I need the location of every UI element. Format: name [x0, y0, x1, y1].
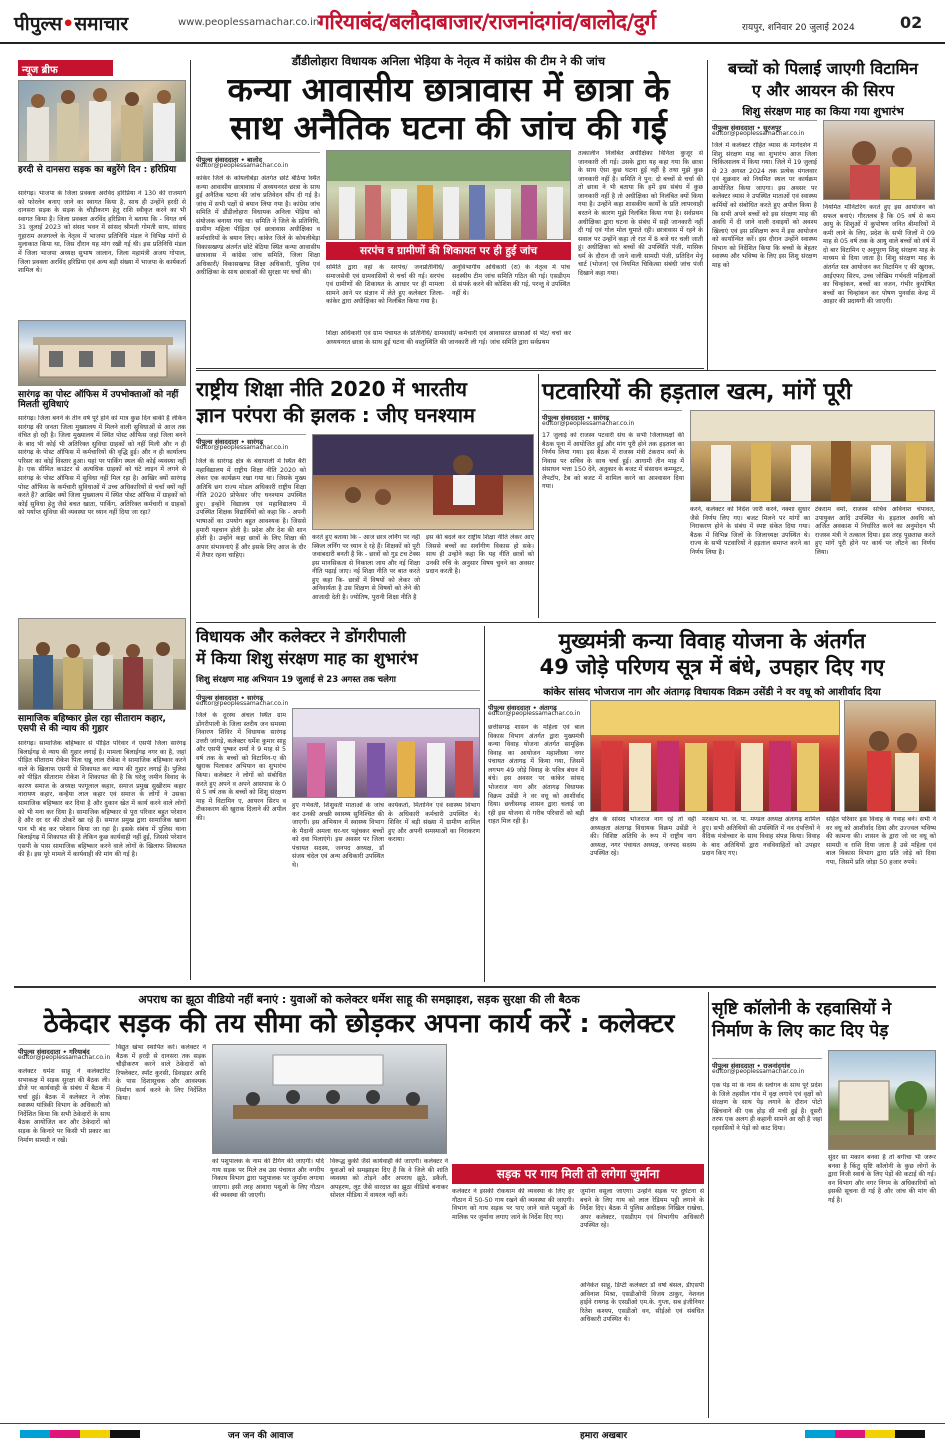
education-byline: पीपुल्स संवाददाता • सारंगढ़ — [196, 434, 306, 446]
masthead — [14, 10, 128, 36]
color-bar-left — [20, 1430, 140, 1438]
column-divider — [708, 992, 709, 1418]
road-email[interactable]: editor@peoplessamachar.co.in — [18, 1054, 111, 1061]
page-number: 02 — [900, 13, 923, 32]
website-url[interactable]: www.peoplessamachar.co.in — [178, 17, 320, 28]
education-col3: इस की बदले कर राष्ट्रीय शिक्षा नीति लेकर आए जिससे बच्चों का सर्वांगीण विकास हो सके। साथ ही उन्होंने कहा कि यह नीति छात्रों को उनकी रुचि के अनुसार विषय चुनने का अवसर प्रदान करती है। — [426, 534, 534, 576]
patwari-email[interactable]: editor@peoplessamachar.co.in — [542, 420, 635, 427]
patwari-col3: टंकराम वर्मा, राजस्व सचिव अविनाश चंपावत, उपायुक्त आदि उपस्थित थे। हड़ताल अवधि को अर्जित अवकाश में निर्धारित करने का अनुमोदन भी राजस्व मंत्री ने तत्काल दिया। इस तरह पूछताछ करते हुए मांगें पूरी होने पर कार्य पर लौटने का निर्णय लिया। — [815, 506, 935, 556]
road-col3: को पशुपालक के नाम की टैगिंग की जाएगी। यदि गाय सड़क पर मिले तब उस पंचायत और नगरीय निकाय विभाग द्वारा पशुपालक पर जुर्माना लगाया जाएगा। इसी तरह आवारा पशुओं के लिए गौठान की व्यवस्था की जाएगी। — [212, 1158, 324, 1200]
vitamin-photo — [823, 120, 935, 200]
dongripali-email[interactable]: editor@peoplessamachar.co.in — [196, 700, 289, 707]
road-headline: ठेकेदार सड़क की तय सीमा को छोड़कर अपना कार्य करें : कलेक्टर — [43, 1009, 675, 1039]
road-kicker: अपराध का झूठा वीडियो नहीं बनाएं : युवाओं को कलेक्टर धर्मेश साहू की समझाइश, सड़क सुरक्षा की ली बैठक — [138, 993, 580, 1006]
road-col4: विरूद्ध कुर्की जैसे कार्यवाही की जाएगी। कलेक्टर ने युवाओं को समझाइश दिए हैं कि वे जिले की शांति व्यवस्था को तोड़ने और अपराध झूठे, डकैती, अपहरण, लूट जैसे वारदात का झूठा वीडियो बनाकर सोशल मीडिया में वायरल नहीं करें। — [330, 1158, 448, 1200]
dongripali-byline: पीपुल्स संवाददाता • सारंगढ़ — [196, 690, 480, 702]
inspection-team-photo-icon — [327, 151, 571, 240]
education-headline-1: राष्ट्रीय शिक्षा नीति 2020 में भारतीय — [196, 377, 468, 401]
top-story-photo — [326, 150, 571, 240]
patwari-col1: 17 जुलाई को राजस्व पटवारी संघ के सभी जिलाध्यक्षों की बैठक पूना में आयोजित हुई और मांग पूरी होने तक हड़ताल का निर्णय लिया गया। इस बैठक में राजस्व मंत्री टंकराम वर्मा के निवास पर सचिव के साथ चर्चा हुई। आगामी तीन माह में संसाधन भत्ता 150 देने, अतुकार के बजट में संसाधन कम्प्यूटर, लैपटॉप, टैब को बजट में शामिल करने का आश्वासन दिया गया। — [542, 432, 684, 491]
top-story-red-box: सरपंच व ग्रामीणों की शिकायत पर ही हुई जांच — [326, 242, 571, 260]
education-col2: करते हुए बताया कि - आज छात्र लर्निंग पर नहीं स्किल लर्निंग पर ध्यान दे रहे हैं। शिक्षकों को पूरी जवाबदारी बनती है कि - छात्रों को गुड टच टेक्स इस मानसिकता से निकाला जाय और नई शिक्षा नीति पढ़ाई जाए। नई शिक्षा नीति पर बात करते हुए कहा कि- छात्रों में विषयों को लेकर जो अनिवार्यता है उस शिक्षण से विषयों को लेने की आजादी देती है। ज्योतिष, पुरानी शिक्षा नीति है — [312, 534, 420, 601]
brief1-headline: हरदी से दानसरा सड़क का बहुरेंगे दिन : हरिप्रिया — [18, 165, 177, 175]
road-col6: जुर्माना वसूला जाएगा। उन्होंने सड़क पर दुर्घटना से बचने के लिए गाय को लाल रेडियम पट्टी लगाने के निर्देश दिए। बैठक में पुलिस अधीक्षक निखिल राखेचा, अपर कलेक्टर, एसडीएम एवं विभागीय अधिकारी उपस्थित रहे। — [580, 1188, 704, 1230]
education-photo — [312, 434, 534, 530]
top-story-col2: समिति द्वारा वहां के सरपंच/ जनप्रतिनिधि/ समाजसेवी एवं ग्रामवासियों से चर्चा की गई। सरपंच एवं ग्रामीणों की शिकायत के आधार पर ही मामला सामने आने पर संज्ञान में लेते हुए कलेक्टर जिला-कांकेर द्वारा अधीक्षिका को निलंबित किया गया है। — [326, 264, 444, 306]
brief3-text: सारंगढ़। सामाजिक बहिष्कार से पीड़ित परिवार ने एसपी जिला सारंगढ़ बिलाईगढ़ से न्याय की गुहार लगाई है। मामला बिलाईगढ़ नगर का है, जहां पीड़ित सीताराम रोकेश पिता धन्नू लाल रोकेश ने सामाजिक बहिष्कार करने वाले के खिलाफ एसपी से शिकायत कर न्याय की गुहार लगाई है। पुलिस को पीड़ित सीताराम रोकेश ने शिकायत की है कि घरेलू जमीन विवाद के कारण समाज के अध्यक्ष फागूलाल कहार, समाज प्रमुख सुखीराम कहार नारायण कहार, कन्हैया लाल कहार एवं समाज के लोगों ने उसका सामाजिक बहिष्कार कर दिया है और दुकान खेत में कार्य करने वाले लोगों को भी मना कर दिया है। सामाजिक बहिष्कार से पूरा परिवार बहुत परेशान है और दर दर की ठोकरें खा रहे हैं। समाज प्रमुख द्वारा सामाजिक खाना पान भी बंद कर परेशान किया जा रहा है। इसके संबंध में पुलिस थाना बिलाईगढ़ में शिकायत की है लेकिन कुछ कार्यवाही नहीं हुई, जिससे परेशान एसपी के पास सामाजिक बहिष्कार करने वाले लोगों के खिलाफ शिकायत की है। इस पूरे मामले में कार्यवाही की मांग की गई है। — [18, 740, 186, 859]
brief3-headline: सामाजिक बहिष्कार झेल रहा सीताराम कहार, एसपी से की न्याय की गुहार — [18, 714, 166, 735]
top-story-headline-2: साथ अनैतिक घटना की जांच की गई — [230, 108, 667, 147]
brief-photo-group — [18, 80, 186, 162]
srishti-photo — [828, 1050, 936, 1150]
building-icon — [19, 321, 186, 386]
region-banner: गरियाबंद/बलौदाबाजार/राजनांदगांव/बालोद/दुर्ग — [318, 10, 656, 34]
vitamin-email[interactable]: editor@peoplessamachar.co.in — [712, 130, 805, 137]
social-boycott-photo — [18, 618, 186, 710]
people-photo-icon — [19, 81, 186, 162]
top-story-email[interactable]: editor@peoplessamachar.co.in — [196, 162, 289, 169]
top-story-col-bottom: शिक्षा अधिकारी एवं ग्राम पंचायत के प्रतिनिधि/ ग्रामवासी/ कर्मचारी एवं आवासरत छात्राओं से भेंट/ चर्चा कर अध्ययनरत छात्रा के साथ हुई घटना की वस्तुस्थिति की जानकारी ली गई। जांच समिति द्वारा सर्वप्रथम — [326, 330, 571, 346]
top-story-col4: तत्कालीन निलंबित अधीक्षिका विनिता कुजूर से जानकारी ली गई। उसके द्वारा यह कहा गया कि छात्रा के साथ ऐसा कुछ घटना हुई नहीं है तथा मुझे कुछ जानकारी नहीं है। समिति ने पुन: दो बच्चों से चर्चा की तो छात्रा ने भी बताया कि हमें इस संबंध में कुछ जानकारी नहीं है तो अधीक्षिका को निलंबित क्यों किया गया है। उन्होंने कहा शासकीय कार्यों के प्रति लापरवाही बरतने के कारण मुझे निलंबित किया गया है। सर्वप्रथम अधीक्षिका द्वारा घटना के संबंध में सही जानकारी नहीं दी गई एवं गोल मोल घुमाते रही। छात्रावास में रहने के सवाल पर उन्होंने कहा तो रात में 8 बजे घर चली जाती हूं। अधीक्षिका को बच्चों की उपस्थिति पंजी, मासिक धर्म के दौरान दी जाने वाली सामग्री पंजी, प्रतिदिन मेनू चार्ट (भोजन) एवं नियमित चिकित्सा संबंधी जांच पंजी दिखाने कहा गया। — [578, 150, 703, 277]
road-col1: कलेक्टर धर्मेश साहू ने कलेक्टोरेट सभाकक्ष में सड़क सुरक्षा की बैठक ली। डीजे पर कार्यवाही के संबंध में बैठक में चर्चा हुई। बैठक में कलेक्टर ने लोक स्वास्थ्य यांत्रिकी विभाग के अधिकारी को निर्देशित किया कि सभी ठेकेदारों के साथ बैठक आयोजित कर और ठेकेदारों को सड़क के किनारे पर किसी भी प्रकार का निर्माण सामग्री न रखें। — [18, 1068, 110, 1144]
patwari-byline: पीपुल्स संवाददाता • सारंगढ़ — [542, 410, 682, 422]
education-headline-2: ज्ञान परंपरा की झलक : जीए घनश्याम — [196, 403, 475, 427]
patwari-col2: करने, कलेक्टर को निर्देश जारी करने, नक्शा सुधार जैसे निर्णय लिए गए। बजट मिलने पर मांगों का निराकरण होने के संबंध में स्पष्ट संकेत दिया गया। बैठक में विभिन्न जिलों के जिलाध्यक्ष उपस्थित थे। राज्य के सभी पटवारियों ने हड़ताल समाप्त करने का निर्णय लिया है। — [690, 506, 810, 556]
tree-cut-photo-icon — [829, 1051, 936, 1150]
marriage-headline-2: 49 जोड़े परिणय सूत्र में बंधे, उपहार दिए गए — [539, 655, 885, 679]
wedding-couples-photo-icon — [591, 701, 840, 812]
dateline: रायपुर, शनिवार 20 जुलाई 2024 — [742, 23, 855, 33]
lecture-photo-icon — [313, 435, 534, 530]
section-divider — [196, 622, 936, 623]
vitamin-text-1: जिले में कलेक्टर रोहित व्यास के मार्गदर्शन में शिशु संरक्षण माह का शुभारंभ आज जिला चिकित्सालय में किया गया। जिले में 19 जुलाई से 23 अगस्त 2024 तक प्रत्येक मंगलवार एवं शुक्रवार को नियमित स्थल पर कार्यक्रम आयोजित किया जाएगा। इस अवसर पर कलेक्टर व्यास ने उपस्थित माताओं एवं स्वास्थ्य कर्मियों को संबोधित करते हुए अपील किया है कि सभी अपने बच्चों को इस संरक्षण माह की अवधि में दी जाने वाली दवाइयों को अवश्य खिलाएं एवं इस प्रशिक्षण रूप में इस आयोजन को कार्यान्वित करें। इस दौरान उन्होंने स्वास्थ्य विभाग को निर्देशित किया कि बच्चों के बेहतर स्वास्थ्य और भविष्य के लिए इस शिशु संरक्षण माह को — [712, 142, 817, 269]
top-story-col3: अनुविभागीय अधिकारी (रा) के नेतृत्व में पांच सदस्यीय टीम जांच समिति गठित की गई। एसडीएम से संपर्क करने की कोशिश की गई, परन्तु वे उपस्थित नहीं थे। — [452, 264, 570, 297]
marriage-photo-2 — [844, 700, 936, 812]
vitamin-subheadline: शिशु संरक्षण माह का किया गया शुभारंभ — [742, 105, 904, 118]
color-bar-right — [805, 1430, 925, 1438]
brief2-headline: सारंगढ़ का पोस्ट ऑफिस में उपभोक्ताओं को नहीं मिलती सुविधाएं — [18, 390, 179, 411]
health-camp-photo-icon — [293, 709, 480, 798]
top-story-byline: पीपुल्स संवाददाता • बालोद — [196, 152, 320, 164]
marriage-subheadline: कांकेर सांसद भोजराज नाग और अंतागढ़ विधायक विक्रम उसेंडी ने वर वधू को आशीर्वाद दिया — [543, 687, 881, 698]
masthead-dot: • — [62, 13, 75, 35]
srishti-headline-2: निर्माण के लिए काट दिए पेड़ — [712, 1021, 889, 1041]
education-email[interactable]: editor@peoplessamachar.co.in — [196, 444, 289, 451]
srishti-headline-1: सृष्टि कॉलोनी के रहवासियों ने — [712, 999, 892, 1019]
marriage-col3: मरकाम भा. ज. पा. मण्डल अध्यक्ष अंतागढ़ शामिल हुए। सभी अतिथियों की उपस्थिति में नव दंपत्तियों ने वैदिक मंत्रोच्चार के साथ विवाह संपन्न किया। विवाह के बाद अतिथियों द्वारा नवविवाहितों को उपहार प्रदान किए गए। — [702, 816, 820, 858]
education-col1: जिले के सारंगढ़ क्षेत्र के बंधापाली में स्थित बैरी महाविद्यालय में राष्ट्रीय शिक्षा नीति 2020 को लेकर एक कार्यक्रम रखा गया था। जिसके मुख्य अतिथि छग राज्य मोडल अधिकारी राष्ट्रीय शिक्षा नीति 2020 प्रोफेसर जीए घनश्याम उपस्थित हुए। इन्होंने विद्यालय एवं महाविद्यालय में उपस्थित शिक्षक विद्यार्थियों को कहा कि - अपनी भाषाओं का उपयोग बहुत आवश्यक है। जिससे हमारी पहचान होती है। प्रदेश और देश की शान होती है। उन्होंने कहा छात्रों के लिए शिक्षा की अपार संभावनाएं हैं और इसके लिए आज के दौर में तैयार रहना चाहिए। — [196, 458, 306, 560]
section-divider — [14, 986, 936, 988]
marriage-byline: पीपुल्स संवाददाता • अंतागढ़ — [488, 700, 588, 712]
patwari-headline: पटवारियों की हड़ताल खत्म, मांगें पूरी — [542, 379, 852, 405]
road-col5: कलेक्टर ने इसकी रोकथाम की व्यवस्था के लिए हर गौठान में 50-50 गाय रखने की व्यवस्था की जाएगी। विभाग को गाय सड़क पर पाए जाने वाले पशुओं के मालिक पर जुर्माना लगाए जाने के निर्देश दिए गए। — [452, 1188, 574, 1221]
footer-right-text: हमारा अखबार — [580, 1431, 628, 1441]
marriage-email[interactable]: editor@peoplessamachar.co.in — [488, 710, 581, 717]
dongripali-col3: कार्यकर्ता, मितानिन एवं स्वास्थ्य विभाग के अधिकारी कर्मचारी उपस्थित थे। शिविर में बड़ी संख्या में ग्रामीण शामिल हुए और अपनी समस्याओं का निराकरण कराया। — [388, 802, 480, 844]
road-col2: विद्युत खंभा स्थापित करें। कलेक्टर ने बैठक में हरदी से दानसरा तक सड़क चौड़ीकरण करने वाले ठेकेदारों को रिफ्लेक्टर, स्पॉट कुरसी, डिवाइडर आदि के पास दिशासूचक और आवश्यक निर्माण कार्य करने के लिए निर्देशित किया। — [116, 1044, 206, 1103]
marriage-headline-1: मुख्यमंत्री कन्या विवाह योजना के अंतर्गत — [558, 629, 866, 653]
column-divider — [484, 626, 485, 982]
srishti-col1: एक पेड़ मां के नाम के स्लोगन के साथ पूरे प्रदेश के जिले तहसील गांव में वृक्ष लगाने एवं वृक्षों को संरक्षण के साथ पेड़ लगाने के दौरान पोटो खिंचवाने की एक होड़ सी मची हुई है। दूसरी तरफ एक अलग ही कहानी सामने आ रही है जहां रहवासियों ने पेड़ों को काट दिया। — [712, 1082, 822, 1132]
vitamin-headline-1: बच्चों को पिलाई जाएगी विटामिन — [727, 59, 919, 78]
road-col7: अनिकेत साहू, डिप्टी कलेक्टर डॉ वर्षा बंसल, डीएसपी अविनाश मिश्रा, एसडीओपी विजय ठाकुर, नेशनल हाईवे रायगढ़ के एसडीओ एम.के. गुप्ता, सब इंजीनियर रितेश कश्यप, एसडीओ वन, सीईओ एवं संबंधित अधिकारी उपस्थित थे। — [580, 1282, 704, 1324]
news-brief-label: न्यूज ब्रीफ — [18, 60, 113, 76]
column-divider — [538, 374, 539, 618]
brief2-text: सारंगढ़। जिला बनने के तीन वर्ष पूरे होने को मात्र कुछ दिन बाकी है लेकिन सारंगढ़ की जनता जिला मुख्यालय में मिलने वाली सुविधाओं से आज तक वंचित हो रही है। जिला मुख्यालय में स्थित पोस्ट ऑफिस जहां जिला बनने के बाद भी कोई भी अतिरिक्त सुविधा ग्राहकों को नहीं मिली और न ही सारंगढ़ के पोस्ट ऑफिस में कर्मचारियों की वृद्धि हुई। और न ही कार्यालय परिसर का कोई विस्तार हुआ। यहां पर पार्किंग स्थल की कोई व्यवस्था नहीं है। एक सीमित काउंटर से अत्यधिक ग्राहकों को घंटे लाइन में लगने से सारंगढ़ के पोस्ट ऑफिस में सुविधा नहीं मिल रहा है। आखिर क्यों सारंगढ़ पोस्ट ऑफिस के कर्मचारी सुविधाओं में उच्च अधिकारियों से चर्चा क्यों नहीं करते हैं? आखिर क्यों जिला मुख्यालय में स्थित पोस्ट ऑफिस में ग्राहकों को कोई सुविधा हेतु जैसे बचत खाता, पार्किंग, अतिरिक्त कर्मचारी व ग्राहकों को पर्याप्त सुविधा की व्यवस्था पर ध्यान नहीं दिया जा रहा? — [18, 415, 186, 517]
vitamin-text-2: नियमित मॉनिटरिंग करते हुए इस आयोजन को सफल बनाएं। गौरतलब है कि 05 वर्ष से कम आयु के शिशुओं में कुपोषण जनित बीमारियों में कमी लाने के लिए, प्रदेश के सभी जिलों में 09 माह से 05 वर्ष तक के आयु वाले बच्चों को वर्ष में दो बार विटामिन ए अनुपूरण शिशु संरक्षण माह के माध्यम से दिया जाता है। शिशु संरक्षण माह के अंतर्गत सत्र आयोजन कर विटामिन ए की खुराक, आईएफए सिरप, उच्च जोखिम गर्भवती महिलाओं का चिन्हांकन, बच्चों का वजन, गंभीर कुपोषित बच्चों का चिन्हांकन कर पोषण पुनर्वास केन्द्र में आहार की प्रदायगी की जाएगी। — [823, 204, 935, 306]
srishti-byline: पीपुल्स संवाददाता • राजनांदगांव — [712, 1058, 822, 1070]
masthead-part-a: पीपुल्स — [14, 13, 63, 35]
page-header — [0, 0, 945, 44]
couple-photo-icon — [845, 701, 936, 812]
vitamin-byline: पीपुल्स संवाददाता • सूरजपुर — [712, 120, 817, 132]
dongripali-col2: हुए गर्भवती, शिशुवती माताओं के जांच कर उनकी अच्छी स्वास्थ्य सुनिश्चित की जाएगी। इस अभियान में स्वास्थ्य विभाग के मैदानी अमला घर-घर पहुंचकर बच्चों को दवा पिलाएंगे। इस अवसर पर जिला पंचायत सदस्य, जनपद अध्यक्ष, डॉ संजय चंदेल एवं अन्य अधिकारी उपस्थित थे। — [292, 802, 384, 869]
page-footer — [0, 1423, 945, 1445]
child-dose-photo-icon — [824, 121, 935, 200]
srishti-col2: सुंदर सा मकान बनवा है तो बगीचा भी जरूर बनवा है किंतु सृष्टि कॉलोनी के कुछ लोगों के द्वारा निजी स्वार्थ के लिए पेड़ों की कटाई की गई। वन विभाग और नगर निगम के अधिकारियों को इसकी सूचना दी गई है और जांच की मांग की गई है। — [828, 1154, 936, 1204]
srishti-email[interactable]: editor@peoplessamachar.co.in — [712, 1068, 805, 1075]
masthead-part-b: समाचार — [74, 13, 129, 35]
marriage-photo — [590, 700, 840, 812]
group-photo-icon — [19, 619, 186, 710]
conference-photo-icon — [213, 1045, 447, 1154]
top-story-headline-1: कन्या आवासीय छात्रावास में छात्रा के — [227, 70, 670, 109]
column-divider — [190, 60, 191, 980]
road-byline: पीपुल्स संवाददाता • गरियाबंद — [18, 1044, 110, 1056]
marriage-col1: छत्तीसगढ़ शासन के महिला एवं बाल विकास विभाग अंतर्गत द्वारा मुख्यमंत्री कन्या विवाह योजना अंतर्गत सामूहिक विवाह का आयोजन महाशीघ्र्या नगर पंचायत अंतागढ़ में किया गया, जिसमें लगभग 49 जोड़े विवाह के पवित्र बंधन में बंधे। इस अवसर पर कांकेर सांसद भोजराज नाग और अंतागढ़ विधायक विक्रम उसेंडी ने वर वधू को आशीर्वाद दिया। छत्तीसगढ़ शासन द्वारा चलाई जा रही इस योजना से गरीब परिवारों को बड़ी राहत मिल रही है। — [488, 724, 584, 826]
post-office-photo — [18, 320, 186, 386]
marriage-col2: क्षेत्र के सांसद भोजराज नाग रहे तो वहीं अध्यक्षता अंतागढ़ विधायक विक्रम उसेंडी ने की। विशिष्ट अतिथि के रूप में राष्ट्रीय नाग अध्यक्ष, नगर पंचायत अध्यक्ष, जनपद सदस्य उपस्थित रहे। — [590, 816, 696, 858]
marriage-col4: सहित परिवार इस विवाह के गवाह बने। सभी ने वर वधू को आशीर्वाद दिया और उज्ज्वल भविष्य की कामना की। शासन के द्वारा जो वर वधू को सामग्री व राशि दिया जाता है उसे महिला एवं बाल विकास विभाग द्वारा प्रति जोड़े को दिया गया, जिसमें प्रति जोड़ा 50 हजार रुपये। — [826, 816, 936, 866]
vitamin-headline-2: ए और आयरन की सिरप — [751, 81, 895, 100]
dongripali-headline-2: में किया शिशु संरक्षण माह का शुभारंभ — [196, 649, 418, 668]
section-divider — [196, 370, 936, 371]
top-story-kicker: डौंडीलोहारा विधायक अनिला भेड़िया के नेतृत्व में कांग्रेस की टीम ने की जांच — [291, 54, 606, 68]
dongripali-headline-1: विधायक और कलेक्टर ने डोंगरीपाली — [196, 627, 406, 646]
road-meeting-photo — [212, 1044, 447, 1154]
footer-left-text: जन जन की आवाज — [228, 1431, 294, 1441]
top-story-col1: कांकेर जिले के कोयलीबेड़ा अंतर्गत छोटे बेठिया स्थित कन्या आवासीय छात्रावास में अध्ययनरत छात्रा के साथ हुई अनैतिक घटना की जांच प्रतिवेदन सौंप दी गई है। जांच में सभी पक्षों से बयान लिया गया है। कांग्रेस जांच समिति में डौंडीलोहारा विधायक अनिला भेड़िया को संयोजक बनाया गया था। समिति ने जिले के प्रतिनिधि, ग्रामीण महिला पीड़िता एवं छात्रावास अधीक्षिका व कर्मचारियों के बयान लिए। कांकेर जिले के कोयलीबेड़ा विकासखण्ड अंतर्गत छोटे बेठिया स्थित कन्या आवासीय छात्रावास में कांग्रेस जांच समिति, जिला शिक्षा अधिकारी/ विकासखण्ड शिक्षा अधिकारी, पुलिस एवं अधीक्षिका के साथ छात्राओं की सुरक्षा पर चर्चा की। — [196, 175, 320, 277]
dongripali-col1: जिले के दूरस्थ अंचल स्थित ग्राम डोंगरीपाली के जिला स्तरीय जन समस्या निवारण शिविर में विधायक सारंगढ़ उत्तरी जांगड़े, कलेक्टर धर्मेश कुमार साहू और एसपी पुष्कर शर्मा ने 9 माह से 5 वर्ष तक के बच्चों को विटामिन-ए की खुराक पिलाकर अभियान का शुभारंभ किया। कलेक्टर ने लोगों को संबोधित करते हुए अपने व अपने आसपास के 0 से 5 वर्ष तक के बच्चों को शिशु संरक्षण माह में विटामिन ए, आयरन सिरप व टीकाकरण की खुराक दिलाने की अपील की। — [196, 712, 286, 822]
brief1-text: सारंगढ़। भाजपा के जिला प्रवक्ता अरविंद हरिप्रिया ने 130 की राजमार्ग को फोरलेन बनाए जाने का स्वागत किया है, साथ ही उन्होंने हरदी से दानसरा सड़क के सड़क के चौड़ीकरण हेतु राशि स्वीकृत करने का भी स्वागत किया है। जिला प्रवक्ता अरविंद हरिप्रिया ने बताया कि - विगत वर्ष 31 जुलाई 2023 को संसद भवन में सांसद श्रीमती गोमती साय, सांसद गुहाराम अजगल्ले के नेतृत्व में भाजपा प्रतिनिधि मंडल ने विभिन्न मांगों से मुलाकात किया था, जिस दौरान यह मांग रखी गई थी। इस प्रतिनिधि मंडल में जिला भाजपा अध्यक्ष सुभाष जालान, जिला महामंत्री अजय गोपाल, जिला प्रवक्ता अरविंद हरिप्रिया एवं अन्य बड़ी संख्या में भाजपा के कार्यकर्ता शामिल थे। — [18, 190, 186, 275]
section-divider — [196, 368, 704, 369]
dongripali-subheadline: शिशु संरक्षण माह अभियान 19 जुलाई से 23 अगस्त तक चलेगा — [196, 675, 396, 685]
meeting-photo-icon — [691, 411, 935, 502]
column-divider — [707, 60, 708, 370]
dongripali-photo — [292, 708, 480, 798]
patwari-photo — [690, 410, 935, 502]
road-red-box: सड़क पर गाय मिली तो लगेगा जुर्माना — [452, 1164, 704, 1184]
